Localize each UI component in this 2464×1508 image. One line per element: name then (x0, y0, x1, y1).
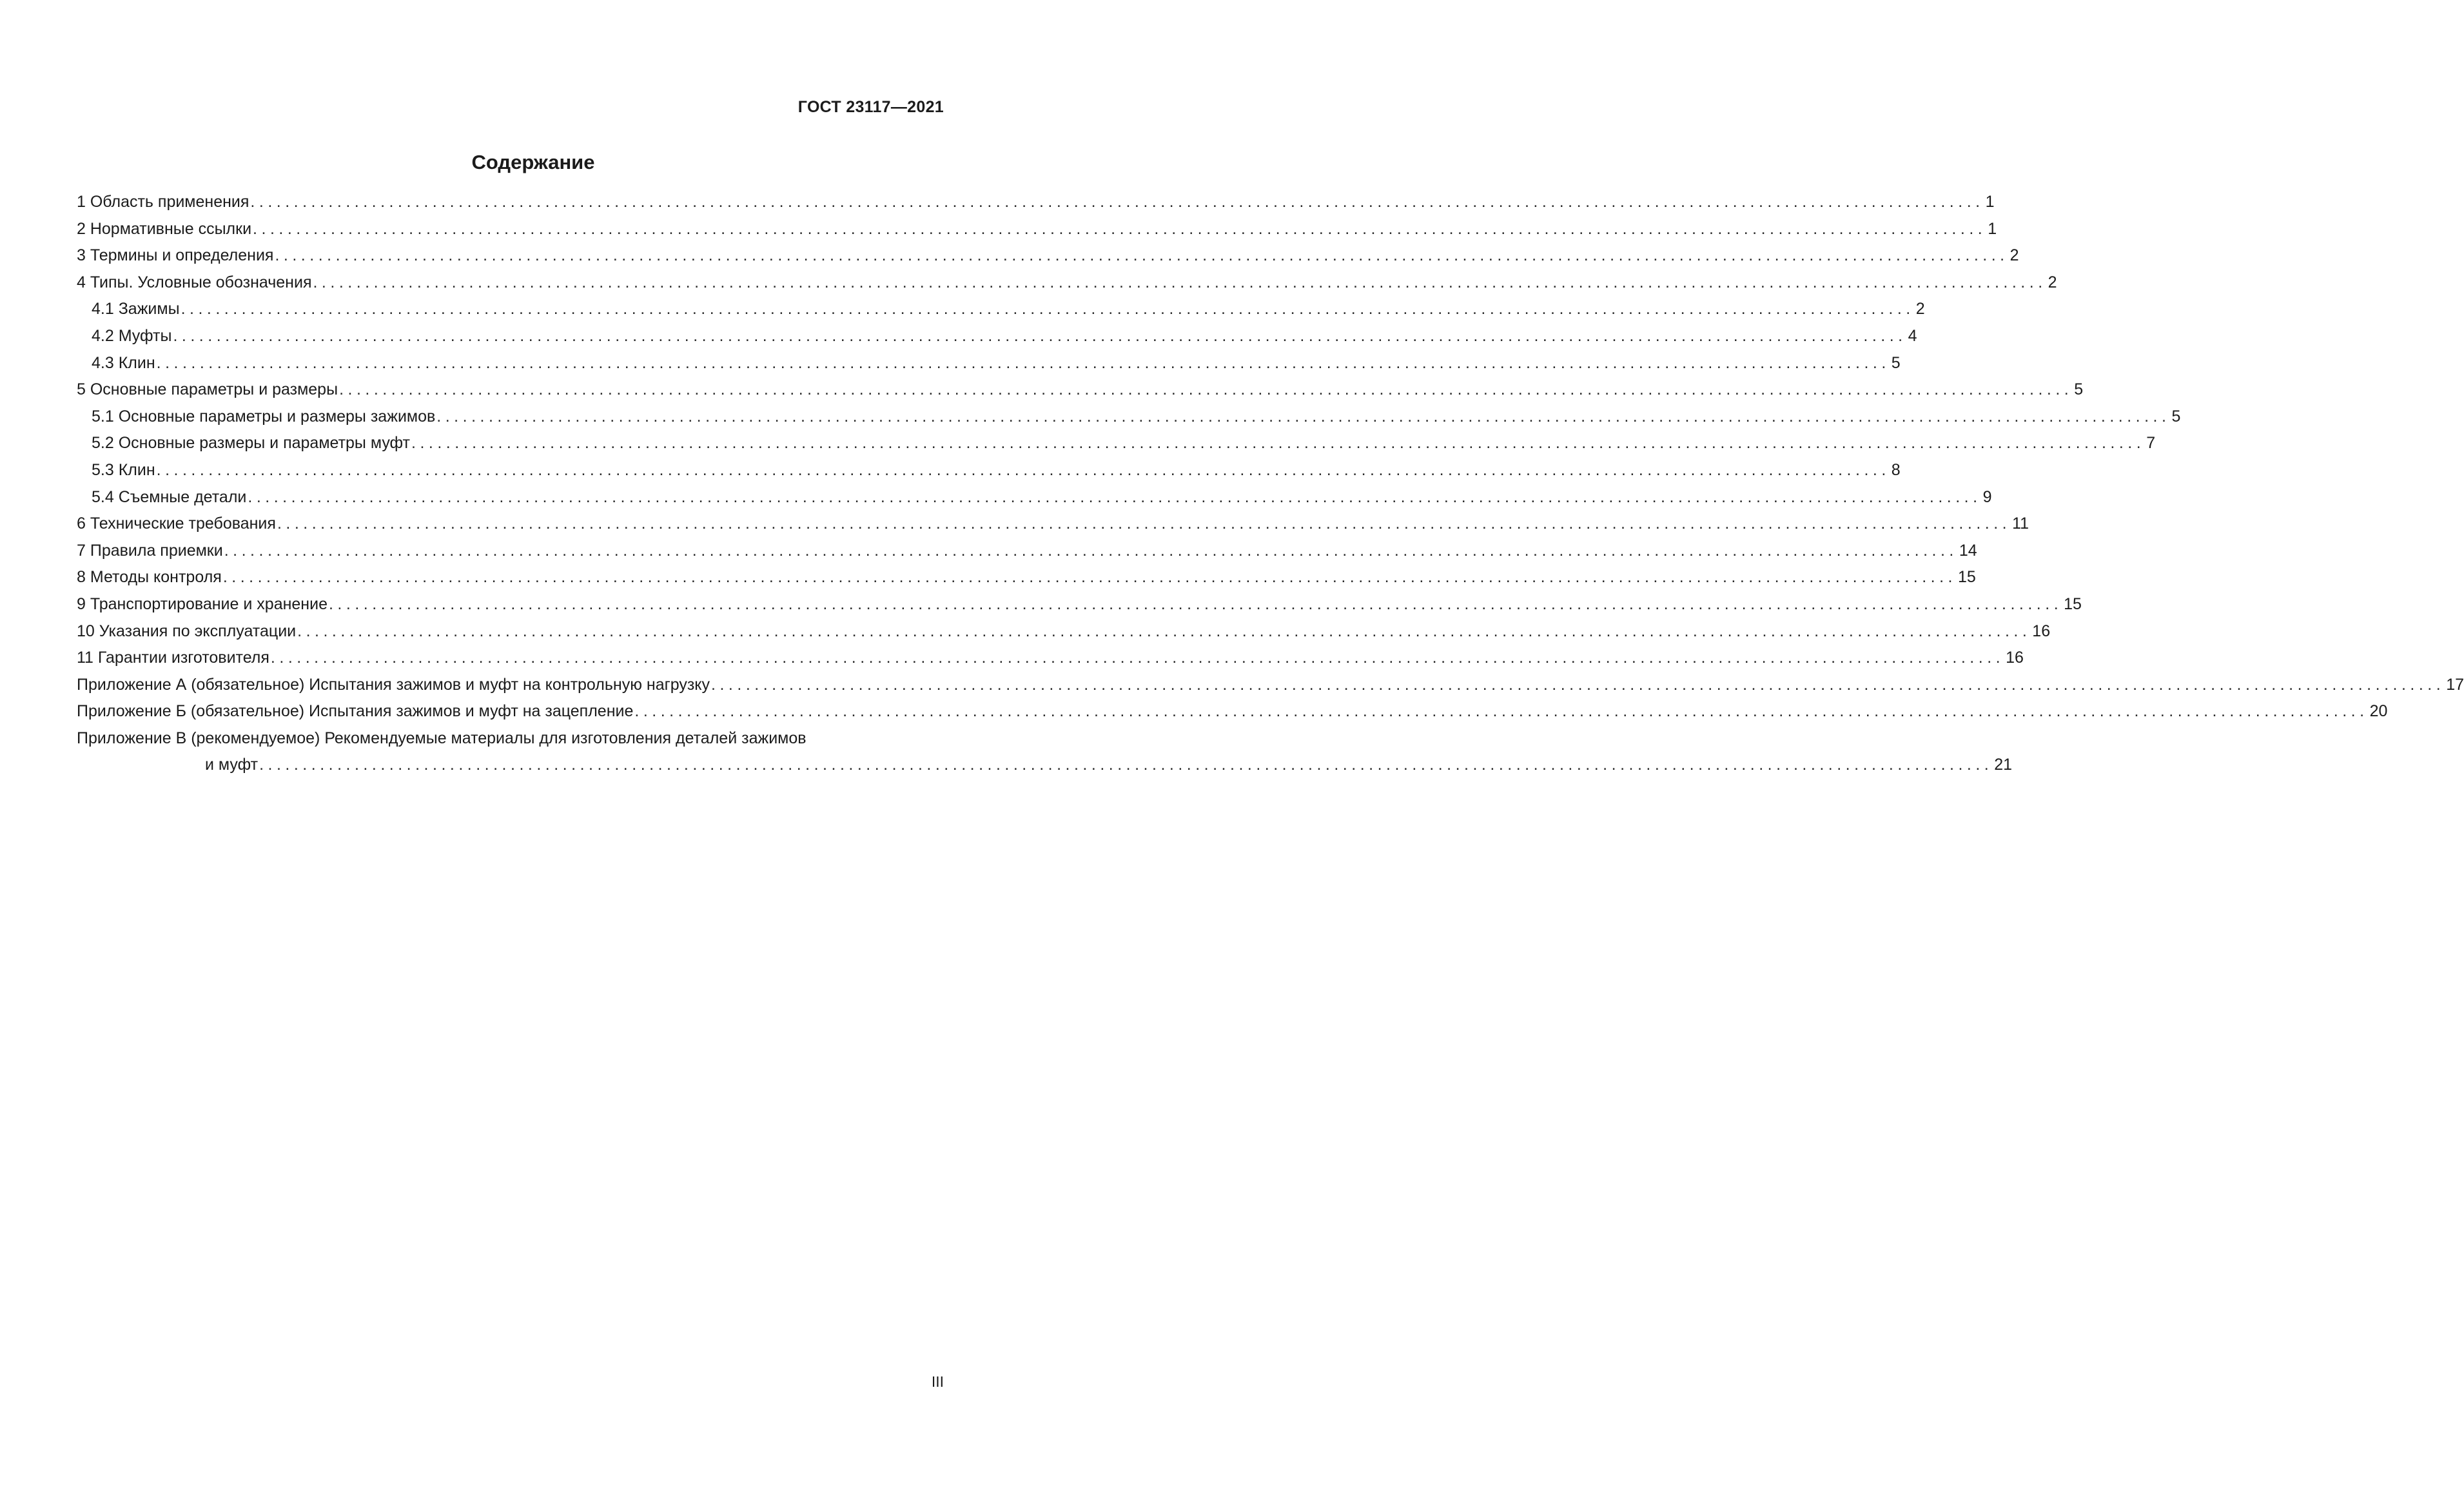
toc-entry-page: 9 (1982, 487, 1992, 506)
toc-entry-title: 2 Нормативные ссылки (77, 219, 252, 238)
toc-entry[interactable] (77, 725, 2013, 779)
toc-dot-leader: ........................................................................................................................................................................................................ (711, 675, 2445, 694)
toc-entry-page: 5 (2171, 407, 2181, 426)
toc-entry-page: 7 (2146, 434, 2156, 453)
toc-entry-page: 20 (2369, 702, 2388, 721)
toc-dot-leader: ........................................................................................................................................................................................................ (248, 487, 1982, 506)
toc-entry[interactable] (77, 698, 2388, 725)
toc-entry-title: 5.2 Основные размеры и параметры муфт (92, 434, 411, 453)
page-number: III (931, 1373, 944, 1390)
toc-entry[interactable] (77, 323, 1917, 350)
toc-dot-leader: ........................................................................................................................................................................................................ (313, 273, 2047, 291)
toc-entry-title: 5.1 Основные параметры и размеры зажимов (92, 407, 436, 426)
toc-entry-title: 6 Технические требования (77, 514, 276, 533)
toc-dot-leader: ........................................................................................................................................................................................................ (250, 193, 1984, 211)
toc-entry-title: 11 Гарантии изготовителя (77, 649, 269, 667)
toc-dot-leader: ........................................................................................................................................................................................................ (436, 407, 2171, 426)
toc-entry-title: 4.3 Клин (92, 353, 155, 372)
toc-title: Содержание (471, 151, 595, 173)
toc-dot-leader: ........................................................................................................................................................................................................ (297, 622, 2031, 640)
toc-entry-page: 2 (2048, 273, 2057, 291)
toc-entry-title: 4.2 Муфты (92, 326, 172, 345)
toc-entry-page: 11 (2012, 514, 2029, 533)
toc-dot-leader: ........................................................................................................................................................................................................ (259, 756, 1993, 774)
toc-entry-title: 10 Указания по эксплуатации (77, 622, 297, 640)
toc-entry[interactable] (77, 350, 1901, 377)
toc-entry-page: 14 (1959, 541, 1977, 560)
toc-entry-page: 15 (1958, 568, 1976, 587)
toc-entry[interactable] (77, 242, 2019, 269)
toc-dot-leader: ........................................................................................................................................................................................................ (339, 380, 2073, 399)
toc-entry-title: 5.4 Съемные детали (92, 487, 247, 506)
toc-dot-leader: ........................................................................................................................................................................................................ (224, 541, 1958, 560)
toc-entry-page: 1 (1988, 219, 1997, 238)
toc-entry-page: 2 (2009, 246, 2019, 265)
toc-entry[interactable] (77, 618, 2051, 645)
toc-entry-title: 4 Типы. Условные обозначения (77, 273, 312, 291)
toc-dot-leader: ........................................................................................................................................................................................................ (270, 649, 2005, 667)
toc-entry-page: 8 (1891, 460, 1901, 479)
toc-entry-title: 1 Область применения (77, 193, 249, 211)
toc-dot-leader: ........................................................................................................................................................................................................ (253, 219, 1987, 238)
toc-dot-leader: ........................................................................................................................................................................................................ (411, 434, 2146, 453)
toc-entry[interactable] (77, 457, 1901, 484)
toc-entry-title: Приложение Б (обязательное) Испытания зажимов и муфт на зацепление (77, 702, 634, 721)
toc-entry[interactable] (77, 216, 1997, 243)
toc-entry[interactable] (77, 404, 2181, 431)
toc-entry[interactable] (77, 189, 1995, 216)
toc-entry-title: Приложение А (обязательное) Испытания зажимов и муфт на контрольную нагрузку (77, 675, 710, 694)
toc-entry-page: 17 (2446, 675, 2464, 694)
toc-entry[interactable] (77, 269, 2057, 297)
toc-entry[interactable] (77, 564, 1976, 591)
toc-entry[interactable] (77, 538, 1977, 565)
toc-dot-leader: ........................................................................................................................................................................................................ (181, 300, 1915, 318)
toc-dot-leader: ........................................................................................................................................................................................................ (277, 514, 2011, 533)
toc-entry-page: 1 (1985, 193, 1995, 211)
toc-entry-title-continued: и муфт (205, 756, 259, 774)
toc-dot-leader: ........................................................................................................................................................................................................ (328, 594, 2063, 613)
toc-entry-page: 5 (2074, 380, 2084, 399)
toc-entry-page: 2 (1915, 300, 1925, 318)
toc-entry-title: 4.1 Зажимы (92, 300, 180, 318)
toc-entry[interactable] (77, 591, 2082, 618)
toc-entry-page: 16 (2032, 622, 2051, 640)
toc-dot-leader: ........................................................................................................................................................................................................ (275, 246, 2009, 265)
toc-entry-page: 16 (2006, 649, 2024, 667)
toc-entry[interactable] (77, 296, 1925, 323)
toc-entry[interactable] (77, 511, 2029, 538)
toc-dot-leader: ........................................................................................................................................................................................................ (634, 702, 2369, 721)
toc-entry[interactable] (77, 377, 2084, 404)
doc-code-header: ГОСТ 23117—2021 (797, 98, 944, 116)
toc-entry-page: 21 (1994, 756, 2013, 774)
toc-dot-leader: ........................................................................................................................................................................................................ (173, 326, 1907, 345)
toc-entry-page: 4 (1908, 326, 1917, 345)
toc-entry-title: 5.3 Клин (92, 460, 155, 479)
toc-entry-title: 5 Основные параметры и размеры (77, 380, 338, 399)
toc-dot-leader: ........................................................................................................................................................................................................ (222, 568, 1957, 587)
toc-entry[interactable] (77, 484, 1992, 511)
toc-dot-leader: ........................................................................................................................................................................................................ (156, 353, 1890, 372)
toc-entry-title: 3 Термины и определения (77, 246, 274, 265)
toc-dot-leader: ........................................................................................................................................................................................................ (156, 460, 1890, 479)
toc-entry-page: 15 (2064, 594, 2082, 613)
toc-entry-title: 9 Транспортирование и хранение (77, 594, 328, 613)
toc-entry-title: 8 Методы контроля (77, 568, 222, 587)
toc-entry-page: 5 (1891, 353, 1901, 372)
table-of-contents (77, 189, 2464, 779)
toc-entry-title: Приложение В (рекомендуемое) Рекомендуемые материалы для изготовления деталей зажимов (77, 729, 807, 747)
toc-entry[interactable] (77, 672, 2464, 699)
toc-entry[interactable] (77, 645, 2024, 672)
toc-entry[interactable] (77, 430, 2156, 457)
toc-entry-title: 7 Правила приемки (77, 541, 223, 560)
